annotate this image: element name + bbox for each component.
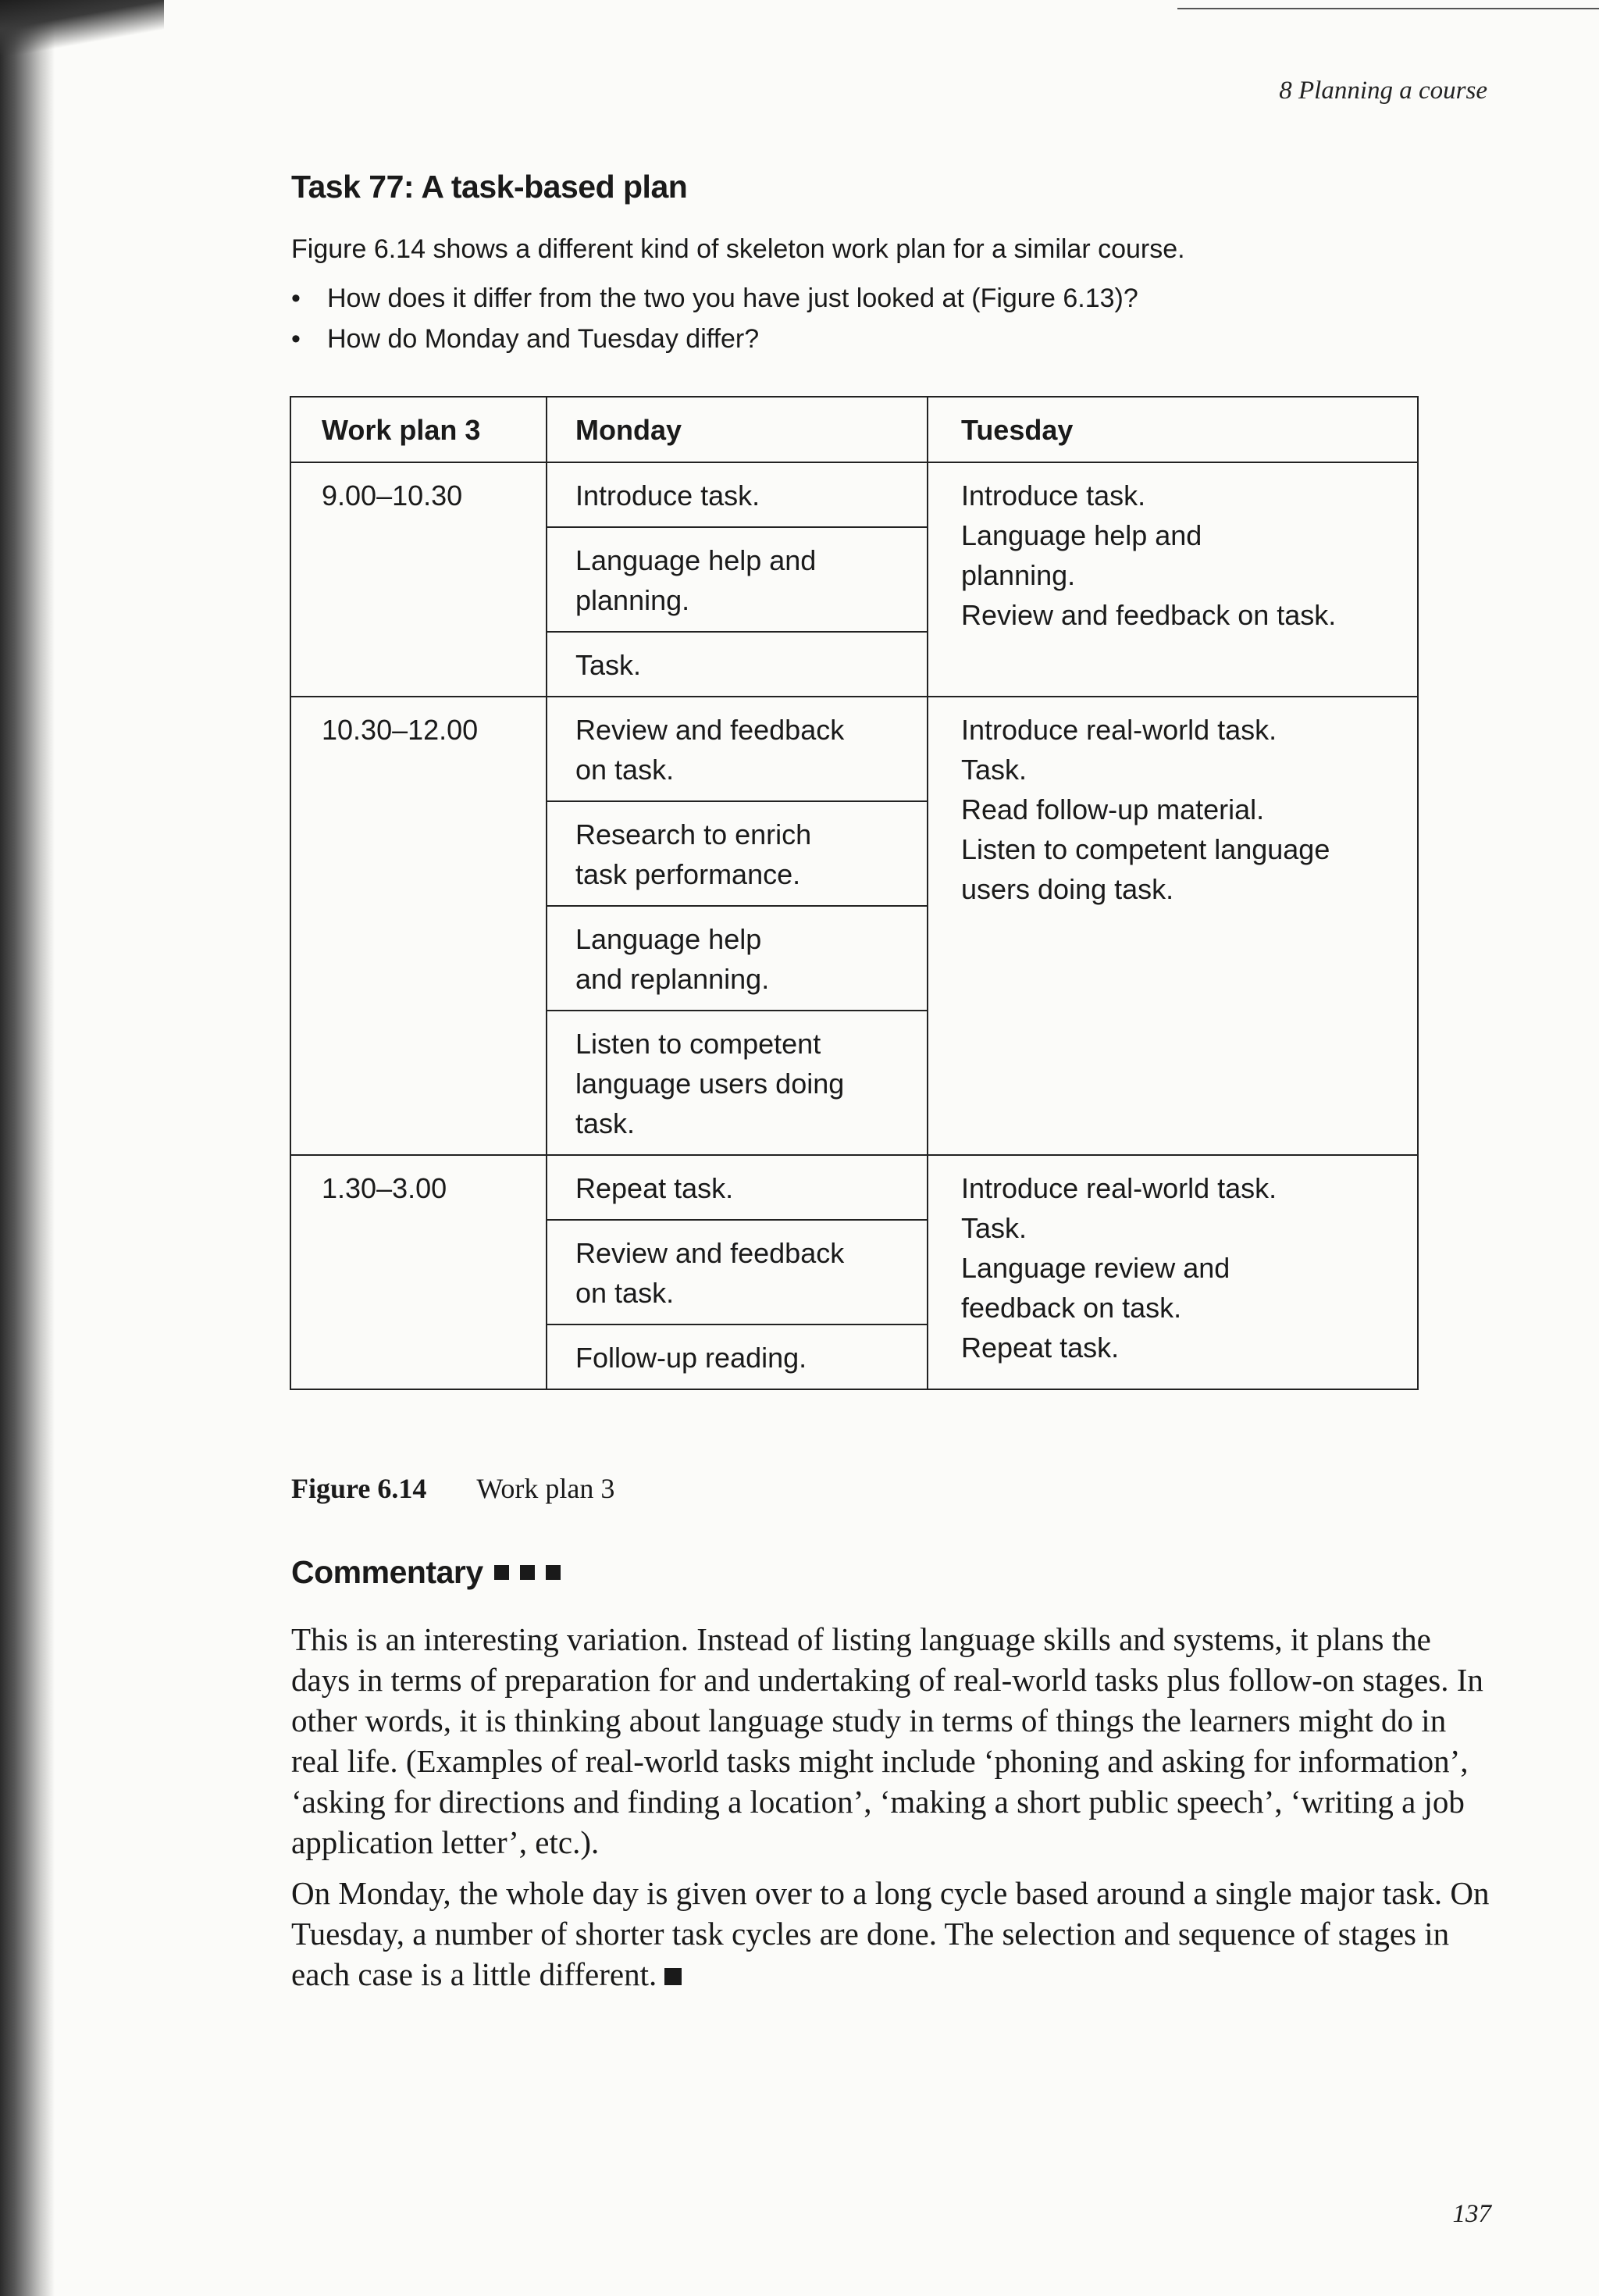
tuesday-cell [928, 1156, 1417, 1389]
table-header-row [291, 398, 1417, 463]
commentary-heading [291, 1554, 561, 1591]
header-work-plan: Work plan 3 [291, 398, 547, 462]
figure-title: Work plan 3 [476, 1473, 615, 1504]
monday-step [547, 1325, 927, 1389]
square-bullet-icon [546, 1565, 561, 1580]
table-row [291, 463, 1417, 697]
tuesday-text: Listen to competent language [961, 833, 1330, 865]
question-item [291, 319, 1138, 359]
task-heading: Task 77: A task-based plan [291, 169, 688, 205]
table-row [291, 697, 1417, 1156]
header-tuesday: Tuesday [961, 413, 1074, 446]
page-number: 137 [1452, 2200, 1491, 2228]
monday-step [547, 697, 927, 802]
monday-step [547, 463, 927, 528]
monday-step [547, 1156, 927, 1221]
tuesday-text: Language help and [961, 519, 1202, 551]
step-text: Task. [575, 649, 642, 681]
book-corner-shadow [0, 0, 164, 55]
tuesday-text: Task. [961, 1212, 1027, 1244]
step-text: Introduce task. [575, 480, 760, 512]
tuesday-text: users doing task. [961, 873, 1174, 905]
step-text: Review and feedback [575, 714, 845, 746]
commentary-title: Commentary [291, 1554, 483, 1590]
tuesday-text: Repeat task. [961, 1332, 1120, 1364]
step-text: task. [575, 1107, 636, 1139]
monday-step [547, 1011, 927, 1154]
tuesday-cell [928, 697, 1417, 1154]
monday-cell [547, 463, 928, 696]
book-gutter-shadow [0, 0, 55, 2296]
tuesday-text: Introduce real-world task. [961, 1172, 1277, 1204]
monday-step [547, 1221, 927, 1325]
step-text: task performance. [575, 858, 801, 890]
step-text: Research to enrich [575, 818, 812, 850]
bullet-icon: • [291, 283, 301, 313]
figure-caption [291, 1472, 614, 1505]
end-square-icon [664, 1968, 682, 1985]
question-text: How do Monday and Tuesday differ? [327, 324, 760, 354]
step-text: Repeat task. [575, 1172, 734, 1204]
time-slot: 10.30–12.00 [291, 697, 547, 1154]
square-bullet-icon [520, 1565, 535, 1580]
monday-step [547, 802, 927, 907]
commentary-paragraph: This is an interesting variation. Instead of listing language skills and systems, it plans the days in terms of preparation for and undertaking of real-world tasks plus follow-on stages. In other words, it is thinking about language study in terms of things the learners might do in real life. (Examples of real-world tasks might include ‘phoning and asking for information’, ‘asking for directions and finding a location’, ‘making a short public speech’, ‘writing a job application letter’, etc.). [291, 1621, 1483, 1860]
bullet-icon: • [291, 324, 301, 354]
figure-number: Figure 6.14 [291, 1473, 427, 1504]
tuesday-text: Review and feedback on task. [961, 599, 1337, 631]
monday-step [547, 907, 927, 1011]
step-text: language users doing [575, 1068, 845, 1100]
task-questions [291, 278, 1138, 359]
step-text: Language help and [575, 544, 817, 576]
header-monday: Monday [547, 398, 928, 462]
work-plan-table [290, 396, 1419, 1390]
step-text: on task. [575, 1277, 675, 1309]
tuesday-text: planning. [961, 559, 1076, 591]
commentary-paragraph [291, 1873, 1494, 1995]
question-text: How does it differ from the two you have just looked at (Figure 6.13)? [327, 283, 1138, 313]
tuesday-text: Introduce real-world task. [961, 714, 1277, 746]
monday-step [547, 633, 927, 696]
table-row [291, 1156, 1417, 1389]
monday-cell [547, 1156, 928, 1389]
step-text: Review and feedback [575, 1237, 845, 1269]
commentary-text: On Monday, the whole day is given over to a long cycle based around a single major task. On Tuesday, a number of shorter task cycles are done. The selection and sequence of stages in each case is a little different. [291, 1875, 1490, 1992]
tuesday-cell [928, 463, 1417, 696]
tuesday-text: Language review and [961, 1252, 1230, 1284]
step-text: and replanning. [575, 963, 770, 995]
step-text: Follow-up reading. [575, 1342, 807, 1374]
monday-step [547, 528, 927, 633]
tuesday-text: Read follow-up material. [961, 793, 1265, 825]
step-text: on task. [575, 754, 675, 786]
top-rule [1177, 8, 1599, 9]
step-text: planning. [575, 584, 690, 616]
time-slot: 9.00–10.30 [291, 463, 547, 696]
task-intro: Figure 6.14 shows a different kind of skeleton work plan for a similar course. [291, 234, 1185, 264]
step-text: Listen to competent [575, 1028, 821, 1060]
question-item [291, 278, 1138, 319]
square-bullet-icon [494, 1565, 509, 1580]
running-head: 8 Planning a course [1279, 77, 1487, 105]
tuesday-text: Introduce task. [961, 480, 1146, 512]
tuesday-text: Task. [961, 754, 1027, 786]
time-slot: 1.30–3.00 [291, 1156, 547, 1389]
monday-cell [547, 697, 928, 1154]
tuesday-text: feedback on task. [961, 1292, 1182, 1324]
step-text: Language help [575, 923, 762, 955]
